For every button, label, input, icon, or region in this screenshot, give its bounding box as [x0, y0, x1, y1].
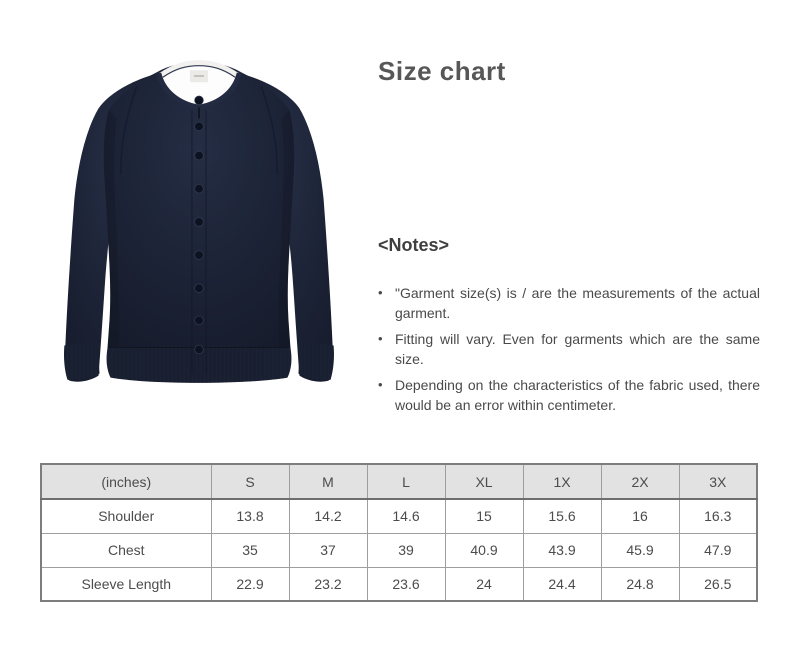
- value-cell: 23.2: [289, 567, 367, 601]
- notes-heading: <Notes>: [378, 235, 450, 255]
- header-cell-size-2x: 2X: [601, 464, 679, 499]
- row-label-cell: Shoulder: [41, 499, 211, 533]
- note-text: Depending on the characteristics of the fabric used, there would be an error within centimeter.: [395, 377, 760, 413]
- table-row-shoulder: [41, 499, 757, 533]
- notes-list: [378, 283, 760, 421]
- header-cell-unit: (inches): [41, 464, 211, 499]
- header-cell-size-m: M: [289, 464, 367, 499]
- note-text: Fitting will vary. Even for garments which are the same size.: [395, 331, 760, 367]
- note-item: [378, 283, 760, 323]
- value-cell: 24.8: [601, 567, 679, 601]
- table-header-row: [41, 464, 757, 499]
- value-cell: 15.6: [523, 499, 601, 533]
- value-cell: 13.8: [211, 499, 289, 533]
- table-row-chest: [41, 533, 757, 567]
- value-cell: 14.6: [367, 499, 445, 533]
- header-cell-size-1x: 1X: [523, 464, 601, 499]
- bullet-marker: •: [378, 331, 383, 346]
- header-cell-size-l: L: [367, 464, 445, 499]
- value-cell: 23.6: [367, 567, 445, 601]
- note-item: [378, 375, 760, 415]
- value-cell: 47.9: [679, 533, 757, 567]
- value-cell: 24: [445, 567, 523, 601]
- value-cell: 37: [289, 533, 367, 567]
- table-row-sleeve-length: [41, 567, 757, 601]
- value-cell: 45.9: [601, 533, 679, 567]
- bullet-marker: •: [378, 285, 383, 300]
- value-cell: 43.9: [523, 533, 601, 567]
- value-cell: 24.4: [523, 567, 601, 601]
- value-cell: 16.3: [679, 499, 757, 533]
- product-photo-cardigan: [40, 26, 362, 458]
- note-text: "Garment size(s) is / are the measurements of the actual garment.: [395, 285, 760, 321]
- value-cell: 16: [601, 499, 679, 533]
- page-title: Size chart: [378, 56, 506, 86]
- row-label-cell: Sleeve Length: [41, 567, 211, 601]
- header-cell-size-3x: 3X: [679, 464, 757, 499]
- value-cell: 40.9: [445, 533, 523, 567]
- value-cell: 14.2: [289, 499, 367, 533]
- bullet-marker: •: [378, 377, 383, 392]
- note-item: [378, 329, 760, 369]
- size-table: [40, 463, 758, 602]
- value-cell: 35: [211, 533, 289, 567]
- value-cell: 26.5: [679, 567, 757, 601]
- cardigan-image: [40, 26, 362, 458]
- size-table-container: [40, 463, 758, 602]
- value-cell: 22.9: [211, 567, 289, 601]
- row-label-cell: Chest: [41, 533, 211, 567]
- header-cell-size-xl: XL: [445, 464, 523, 499]
- value-cell: 15: [445, 499, 523, 533]
- value-cell: 39: [367, 533, 445, 567]
- header-cell-size-s: S: [211, 464, 289, 499]
